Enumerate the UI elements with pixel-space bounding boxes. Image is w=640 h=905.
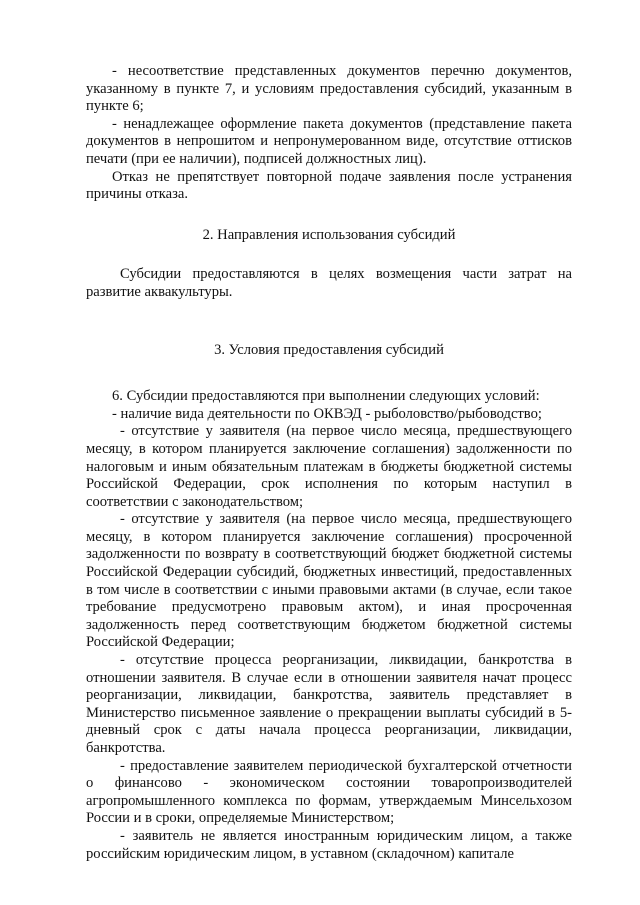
- condition-item-improper-package: - ненадлежащее оформление пакета документов (представление пакета документов в непрошитом и непронумерованном виде, отсутствие оттисков печати (при ее наличии), подписей должностных лиц).: [86, 115, 572, 167]
- condition-no-overdue-debt: - отсутствие у заявителя (на первое число месяца, предшествующего месяцу, в котором планируется заключение соглашения) просроченной задолженности по возврату в соответствующий бюджет бюджетной системы Российской Федерации субсидий, бюджетных инвестиций, предоставленных в том числе в соответствии с иными правовыми актами (в случае, если такое требование предусмотрено правовым актом), и иная просроченная задолженность перед соответствующим бюджетом бюджетной системы Российской Федерации;: [86, 511, 572, 651]
- condition-item-documents-mismatch: - несоответствие представленных документов перечню документов, указанному в пункте 7, и условиям предоставления субсидий, указанным в пункте 6;: [86, 63, 572, 115]
- section-3-heading: 3. Условия предоставления субсидий: [214, 341, 444, 358]
- refusal-note: Отказ не препятствует повторной подаче заявления после устранения причины отказа.: [86, 168, 572, 203]
- condition-not-foreign-entity: - заявитель не является иностранным юридическим лицом, а также российским юридическим лицом, в уставном (складочном) капитале: [86, 827, 572, 862]
- clause-6-intro: 6. Субсидии предоставляются при выполнении следующих условий:: [112, 388, 540, 405]
- condition-no-tax-debt: - отсутствие у заявителя (на первое число месяца, предшествующего месяцу, в котором планируется заключение соглашения) задолженности по налоговым и иным обязательным платежам в бюджеты бюджетной системы Российской Федерации, срок исполнения по которым наступил в соответствии с законодательством;: [86, 423, 572, 510]
- condition-no-reorganization: - отсутствие процесса реорганизации, ликвидации, банкротства в отношении заявителя. В случае если в отношении заявителя начат процесс реорганизации, ликвидации, банкротства, заявитель представляет в Министерство письменное заявление о прекращении выплаты субсидий в 5-дневный срок с даты начала процесса реорганизации, ликвидации, банкротства.: [86, 652, 572, 756]
- section-2-text: Субсидии предоставляются в целях возмещения части затрат на развитие аквакультуры.: [86, 266, 572, 300]
- section-2-heading: 2. Направления использования субсидий: [202, 226, 456, 243]
- condition-reporting: - предоставление заявителем периодической бухгалтерской отчетности о финансово - экономическом состоянии товаропроизводителей агропромышленного комплекса по формам, утверждаемым Минсельхозом России и в сроки, определяемые Министерством;: [86, 757, 572, 827]
- document-page: [86, 63, 572, 863]
- condition-okved: - наличие вида деятельности по ОКВЭД - рыболовство/рыбоводство;: [112, 405, 542, 422]
